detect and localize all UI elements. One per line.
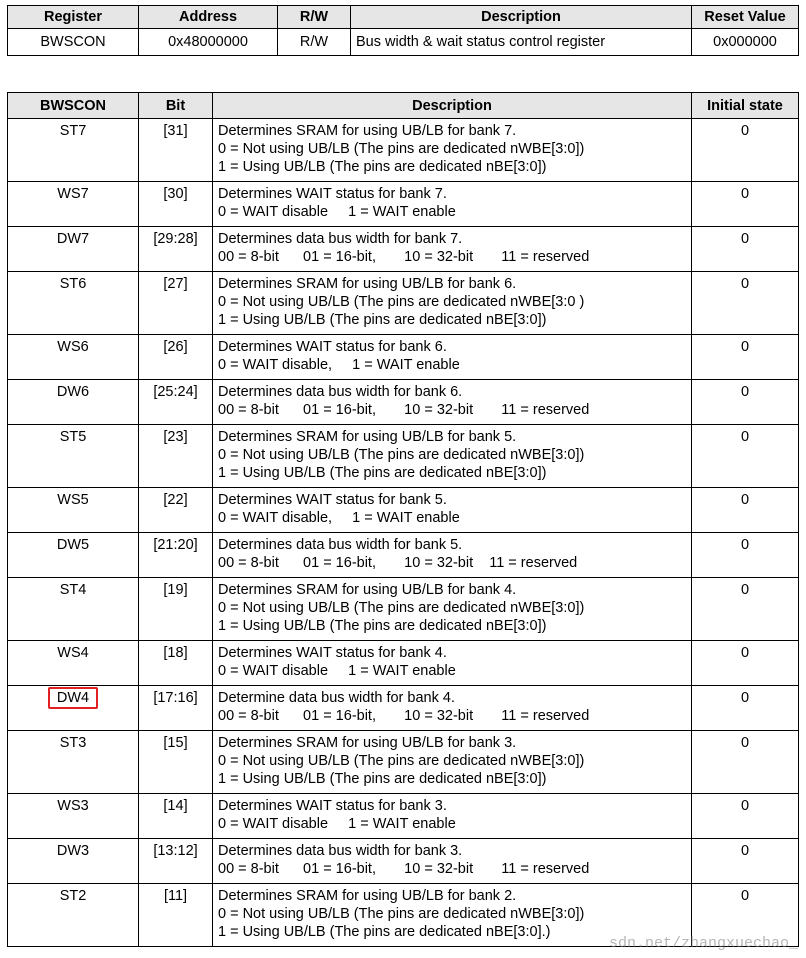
bit-table-row <box>8 227 799 272</box>
register-name: BWSCON <box>8 29 139 56</box>
header-initial-state: Initial state <box>692 93 799 119</box>
field-name: DW5 <box>56 537 90 553</box>
initial-state-cell: 0 <box>692 119 799 182</box>
field-name-cell <box>8 794 139 839</box>
initial-state-cell: 0 <box>692 731 799 794</box>
field-name: ST5 <box>59 429 87 445</box>
bit-table-row <box>8 641 799 686</box>
bit-table-row <box>8 335 799 380</box>
register-address: 0x48000000 <box>139 29 278 56</box>
field-name: ST2 <box>59 888 87 904</box>
bit-description-cell: Determines WAIT status for bank 3. 0 = WAIT disable 1 = WAIT enable <box>213 794 692 839</box>
header-address: Address <box>139 6 278 29</box>
field-name-cell <box>8 686 139 731</box>
bit-range-cell: [18] <box>139 641 213 686</box>
bit-table-row <box>8 488 799 533</box>
bit-description-cell: Determines WAIT status for bank 4. 0 = WAIT disable 1 = WAIT enable <box>213 641 692 686</box>
bit-table-row <box>8 578 799 641</box>
field-name-cell <box>8 488 139 533</box>
bit-table-row <box>8 533 799 578</box>
initial-state-cell: 0 <box>692 533 799 578</box>
bit-table-body <box>8 119 799 947</box>
initial-state-cell: 0 <box>692 641 799 686</box>
bit-description-cell: Determines WAIT status for bank 6. 0 = WAIT disable, 1 = WAIT enable <box>213 335 692 380</box>
watermark-text: sdn.net/zhangxuechao_ <box>608 935 798 952</box>
bit-range-cell: [25:24] <box>139 380 213 425</box>
bit-table-row <box>8 425 799 488</box>
initial-state-cell: 0 <box>692 794 799 839</box>
field-name: DW6 <box>56 384 90 400</box>
bit-range-cell: [26] <box>139 335 213 380</box>
bit-range-cell: [11] <box>139 884 213 947</box>
bit-range-cell: [13:12] <box>139 839 213 884</box>
bit-description-cell: Determines SRAM for using UB/LB for bank 7. 0 = Not using UB/LB (The pins are dedicated nWBE[3:0]) 1 = Using UB/LB (The pins are dedicated nBE[3:0]) <box>213 119 692 182</box>
initial-state-cell: 0 <box>692 227 799 272</box>
bit-table-header-row <box>8 93 799 119</box>
register-summary-table <box>7 5 799 56</box>
register-summary-row <box>8 29 799 56</box>
bit-range-cell: [29:28] <box>139 227 213 272</box>
initial-state-cell: 0 <box>692 335 799 380</box>
initial-state-cell: 0 <box>692 839 799 884</box>
initial-state-cell: 0 <box>692 488 799 533</box>
bit-table-row <box>8 839 799 884</box>
bit-description-cell: Determines data bus width for bank 6. 00 = 8-bit 01 = 16-bit, 10 = 32-bit 11 = reserved <box>213 380 692 425</box>
field-name-cell <box>8 884 139 947</box>
field-name: DW7 <box>56 231 90 247</box>
bit-range-cell: [23] <box>139 425 213 488</box>
register-reset-value: 0x000000 <box>692 29 799 56</box>
bit-range-cell: [15] <box>139 731 213 794</box>
bit-description-cell: Determines WAIT status for bank 5. 0 = WAIT disable, 1 = WAIT enable <box>213 488 692 533</box>
field-name: ST3 <box>59 735 87 751</box>
bit-range-cell: [14] <box>139 794 213 839</box>
initial-state-cell: 0 <box>692 686 799 731</box>
field-name-cell <box>8 227 139 272</box>
header-bit-description: Description <box>213 93 692 119</box>
bit-description-cell: Determines data bus width for bank 7. 00 = 8-bit 01 = 16-bit, 10 = 32-bit 11 = reserved <box>213 227 692 272</box>
header-bit: Bit <box>139 93 213 119</box>
bit-description-cell: Determines SRAM for using UB/LB for bank 2. 0 = Not using UB/LB (The pins are dedicated nWBE[3:0]) 1 = Using UB/LB (The pins are dedicated nBE[3:0].) <box>213 884 692 947</box>
field-name-cell <box>8 425 139 488</box>
header-reset-value: Reset Value <box>692 6 799 29</box>
bit-range-cell: [31] <box>139 119 213 182</box>
field-name-cell <box>8 533 139 578</box>
bit-table-row <box>8 182 799 227</box>
bit-description-cell: Determines data bus width for bank 3. 00 = 8-bit 01 = 16-bit, 10 = 32-bit 11 = reserved <box>213 839 692 884</box>
field-name: WS5 <box>57 492 89 508</box>
header-description: Description <box>351 6 692 29</box>
bit-table-row <box>8 272 799 335</box>
header-register: Register <box>8 6 139 29</box>
bit-table-row <box>8 380 799 425</box>
bit-field-table <box>7 92 799 947</box>
bit-range-cell: [21:20] <box>139 533 213 578</box>
bit-table-row <box>8 794 799 839</box>
header-rw: R/W <box>278 6 351 29</box>
bit-table-row <box>8 686 799 731</box>
initial-state-cell: 0 <box>692 182 799 227</box>
bit-description-cell: Determines SRAM for using UB/LB for bank 6. 0 = Not using UB/LB (The pins are dedicated nWBE[3:0 ) 1 = Using UB/LB (The pins are dedicated nBE[3:0]) <box>213 272 692 335</box>
bit-table-row <box>8 731 799 794</box>
field-name: ST4 <box>59 582 87 598</box>
field-name: WS4 <box>57 645 89 661</box>
field-name-cell <box>8 272 139 335</box>
field-name-cell <box>8 335 139 380</box>
field-name-cell <box>8 380 139 425</box>
field-name-cell <box>8 119 139 182</box>
field-name: ST6 <box>59 276 87 292</box>
highlighted-field-name: DW4 <box>48 687 98 709</box>
field-name: ST7 <box>59 123 87 139</box>
initial-state-cell: 0 <box>692 272 799 335</box>
bit-description-cell: Determines SRAM for using UB/LB for bank 5. 0 = Not using UB/LB (The pins are dedicated nWBE[3:0]) 1 = Using UB/LB (The pins are dedicated nBE[3:0]) <box>213 425 692 488</box>
bit-range-cell: [22] <box>139 488 213 533</box>
bit-description-cell: Determines SRAM for using UB/LB for bank 3. 0 = Not using UB/LB (The pins are dedicated nWBE[3:0]) 1 = Using UB/LB (The pins are dedicated nBE[3:0]) <box>213 731 692 794</box>
register-description: Bus width & wait status control register <box>351 29 692 56</box>
field-name: WS6 <box>57 339 89 355</box>
bit-description-cell: Determines WAIT status for bank 7. 0 = WAIT disable 1 = WAIT enable <box>213 182 692 227</box>
initial-state-cell: 0 <box>692 884 799 947</box>
field-name-cell <box>8 731 139 794</box>
field-name-cell <box>8 182 139 227</box>
header-field: BWSCON <box>8 93 139 119</box>
initial-state-cell: 0 <box>692 578 799 641</box>
bit-range-cell: [17:16] <box>139 686 213 731</box>
bit-description-cell: Determines data bus width for bank 5. 00 = 8-bit 01 = 16-bit, 10 = 32-bit 11 = reserved <box>213 533 692 578</box>
bit-table-row <box>8 119 799 182</box>
bit-range-cell: [30] <box>139 182 213 227</box>
bit-range-cell: [27] <box>139 272 213 335</box>
initial-state-cell: 0 <box>692 380 799 425</box>
field-name-cell <box>8 839 139 884</box>
field-name: WS3 <box>57 798 89 814</box>
register-rw: R/W <box>278 29 351 56</box>
bit-range-cell: [19] <box>139 578 213 641</box>
field-name-cell <box>8 641 139 686</box>
field-name-cell <box>8 578 139 641</box>
register-summary-header-row <box>8 6 799 29</box>
initial-state-cell: 0 <box>692 425 799 488</box>
bit-description-cell: Determines SRAM for using UB/LB for bank 4. 0 = Not using UB/LB (The pins are dedicated nWBE[3:0]) 1 = Using UB/LB (The pins are dedicated nBE[3:0]) <box>213 578 692 641</box>
field-name: DW3 <box>56 843 90 859</box>
field-name: WS7 <box>57 186 89 202</box>
bit-description-cell: Determine data bus width for bank 4. 00 = 8-bit 01 = 16-bit, 10 = 32-bit 11 = reserved <box>213 686 692 731</box>
